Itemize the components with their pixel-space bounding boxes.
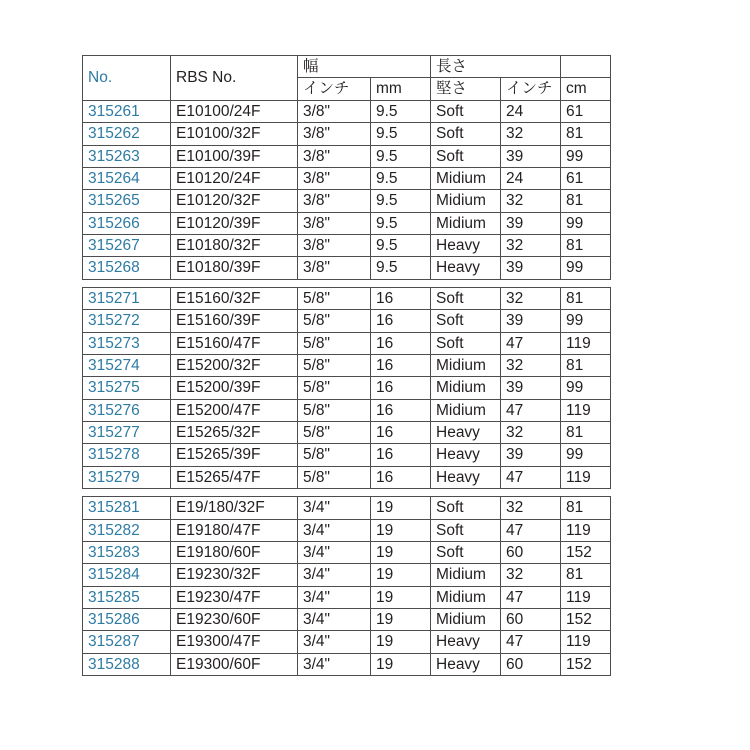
cell-length-cm: 119 bbox=[561, 466, 611, 488]
cell-no bbox=[83, 310, 171, 332]
product-no-link[interactable]: 315267 bbox=[88, 237, 140, 254]
cell-length-cm: 152 bbox=[561, 609, 611, 631]
cell-width-mm: 16 bbox=[371, 332, 431, 354]
cell-hardness: Soft bbox=[431, 332, 501, 354]
cell-hardness: Midium bbox=[431, 167, 501, 189]
cell-no bbox=[83, 444, 171, 466]
spec-table-section-2 bbox=[82, 287, 611, 489]
cell-width-inch: 5/8" bbox=[298, 444, 371, 466]
cell-length-cm: 81 bbox=[561, 422, 611, 444]
table-row bbox=[83, 354, 611, 376]
cell-length-inch: 32 bbox=[501, 497, 561, 519]
cell-hardness: Soft bbox=[431, 541, 501, 563]
product-no-link[interactable]: 315276 bbox=[88, 401, 140, 419]
cell-width-inch: 3/4" bbox=[298, 653, 371, 675]
cell-length-inch: 39 bbox=[501, 444, 561, 466]
product-no-link[interactable]: 315274 bbox=[88, 356, 140, 374]
product-no-link[interactable]: 315273 bbox=[88, 334, 140, 352]
cell-length-inch: 32 bbox=[501, 287, 561, 309]
cell-no bbox=[83, 564, 171, 586]
cell-no bbox=[83, 609, 171, 631]
cell-length-cm: 99 bbox=[561, 257, 611, 279]
cell-no bbox=[83, 235, 171, 257]
cell-width-inch: 3/4" bbox=[298, 541, 371, 563]
cell-length-cm: 81 bbox=[561, 354, 611, 376]
cell-hardness: Soft bbox=[431, 287, 501, 309]
cell-width-inch: 3/8" bbox=[298, 212, 371, 234]
cell-width-inch: 3/8" bbox=[298, 235, 371, 257]
cell-hardness: Heavy bbox=[431, 444, 501, 466]
cell-width-inch: 3/8" bbox=[298, 167, 371, 189]
cell-hardness: Midium bbox=[431, 190, 501, 212]
cell-length-inch: 39 bbox=[501, 212, 561, 234]
cell-width-inch: 3/8" bbox=[298, 123, 371, 145]
cell-width-inch: 3/8" bbox=[298, 190, 371, 212]
table-row bbox=[83, 564, 611, 586]
cell-width-mm: 16 bbox=[371, 466, 431, 488]
table-row bbox=[83, 145, 611, 167]
column-header-no: No. bbox=[83, 56, 171, 101]
cell-hardness: Soft bbox=[431, 310, 501, 332]
cell-no bbox=[83, 497, 171, 519]
cell-rbs-no: E19300/47F bbox=[171, 631, 298, 653]
product-no-link[interactable]: 315284 bbox=[88, 566, 140, 584]
cell-length-inch: 32 bbox=[501, 190, 561, 212]
cell-length-inch: 39 bbox=[501, 257, 561, 279]
cell-width-mm: 19 bbox=[371, 564, 431, 586]
cell-rbs-no: E10120/39F bbox=[171, 212, 298, 234]
cell-rbs-no: E19180/47F bbox=[171, 519, 298, 541]
product-no-link[interactable]: 315286 bbox=[88, 611, 140, 628]
column-header-length-group: 長さ bbox=[431, 56, 561, 78]
cell-width-mm: 19 bbox=[371, 631, 431, 653]
cell-hardness: Soft bbox=[431, 100, 501, 122]
cell-length-inch: 39 bbox=[501, 145, 561, 167]
cell-no bbox=[83, 541, 171, 563]
cell-hardness: Midium bbox=[431, 212, 501, 234]
cell-length-cm: 99 bbox=[561, 377, 611, 399]
cell-rbs-no: E15265/39F bbox=[171, 444, 298, 466]
product-no-link[interactable]: 315268 bbox=[88, 259, 140, 277]
cell-hardness: Heavy bbox=[431, 653, 501, 675]
table-row bbox=[83, 235, 611, 257]
table-row bbox=[83, 586, 611, 608]
cell-length-cm: 99 bbox=[561, 444, 611, 466]
cell-length-cm: 152 bbox=[561, 541, 611, 563]
cell-length-inch: 47 bbox=[501, 586, 561, 608]
spec-table-section-1 bbox=[82, 55, 611, 280]
cell-width-mm: 19 bbox=[371, 541, 431, 563]
cell-length-cm: 99 bbox=[561, 310, 611, 332]
product-no-link[interactable]: 315262 bbox=[88, 125, 140, 143]
cell-width-inch: 5/8" bbox=[298, 399, 371, 421]
cell-width-mm: 19 bbox=[371, 519, 431, 541]
table-row bbox=[83, 377, 611, 399]
cell-length-inch: 39 bbox=[501, 310, 561, 332]
cell-length-inch: 47 bbox=[501, 399, 561, 421]
cell-rbs-no: E19/180/32F bbox=[171, 497, 298, 519]
cell-hardness: Heavy bbox=[431, 422, 501, 444]
product-no-link[interactable]: 315278 bbox=[88, 446, 140, 464]
cell-width-mm: 9.5 bbox=[371, 100, 431, 122]
product-no-link[interactable]: 315283 bbox=[88, 543, 140, 561]
cell-rbs-no: E15160/39F bbox=[171, 310, 298, 332]
cell-width-mm: 9.5 bbox=[371, 190, 431, 212]
cell-length-cm: 81 bbox=[561, 123, 611, 145]
table-row bbox=[83, 444, 611, 466]
cell-no bbox=[83, 190, 171, 212]
table-row bbox=[83, 519, 611, 541]
cell-length-cm: 152 bbox=[561, 653, 611, 675]
table-row bbox=[83, 631, 611, 653]
table-row bbox=[83, 466, 611, 488]
product-no-link[interactable]: 315263 bbox=[88, 147, 140, 165]
cell-hardness: Heavy bbox=[431, 466, 501, 488]
cell-rbs-no: E10180/32F bbox=[171, 235, 298, 257]
cell-length-inch: 39 bbox=[501, 377, 561, 399]
cell-width-mm: 9.5 bbox=[371, 167, 431, 189]
cell-width-mm: 9.5 bbox=[371, 212, 431, 234]
cell-no bbox=[83, 145, 171, 167]
cell-length-inch: 32 bbox=[501, 235, 561, 257]
cell-length-cm: 119 bbox=[561, 399, 611, 421]
cell-width-mm: 9.5 bbox=[371, 123, 431, 145]
table-body-group-1 bbox=[83, 100, 611, 279]
table-row bbox=[83, 653, 611, 675]
cell-length-inch: 32 bbox=[501, 422, 561, 444]
cell-length-inch: 47 bbox=[501, 631, 561, 653]
cell-rbs-no: E19230/60F bbox=[171, 609, 298, 631]
cell-width-inch: 5/8" bbox=[298, 287, 371, 309]
cell-no bbox=[83, 422, 171, 444]
cell-width-inch: 5/8" bbox=[298, 354, 371, 376]
product-no-link[interactable]: 315277 bbox=[88, 424, 140, 441]
cell-width-mm: 16 bbox=[371, 377, 431, 399]
cell-rbs-no: E19180/60F bbox=[171, 541, 298, 563]
cell-width-mm: 9.5 bbox=[371, 257, 431, 279]
product-no-link[interactable]: 315264 bbox=[88, 169, 140, 187]
cell-no bbox=[83, 332, 171, 354]
cell-length-cm: 81 bbox=[561, 190, 611, 212]
product-no-link[interactable]: 315281 bbox=[88, 499, 140, 517]
cell-width-inch: 5/8" bbox=[298, 310, 371, 332]
cell-rbs-no: E10100/32F bbox=[171, 123, 298, 145]
cell-width-mm: 16 bbox=[371, 422, 431, 444]
cell-width-mm: 19 bbox=[371, 497, 431, 519]
cell-length-inch: 47 bbox=[501, 332, 561, 354]
product-spec-table bbox=[82, 55, 611, 676]
table-body-group-3 bbox=[83, 497, 611, 676]
column-header-rbs-no: RBS No. bbox=[171, 56, 298, 101]
table-body-group-2 bbox=[83, 287, 611, 488]
product-no-link[interactable]: 315271 bbox=[88, 289, 140, 307]
cell-no bbox=[83, 287, 171, 309]
cell-hardness: Heavy bbox=[431, 235, 501, 257]
cell-rbs-no: E19230/47F bbox=[171, 586, 298, 608]
cell-rbs-no: E10180/39F bbox=[171, 257, 298, 279]
table-row bbox=[83, 399, 611, 421]
cell-length-inch: 32 bbox=[501, 123, 561, 145]
cell-width-inch: 5/8" bbox=[298, 422, 371, 444]
cell-width-mm: 16 bbox=[371, 354, 431, 376]
cell-length-cm: 99 bbox=[561, 145, 611, 167]
cell-width-inch: 5/8" bbox=[298, 332, 371, 354]
cell-length-cm: 81 bbox=[561, 497, 611, 519]
product-no-link[interactable]: 315282 bbox=[88, 521, 140, 539]
column-header-width-group: 幅 bbox=[298, 56, 431, 78]
cell-rbs-no: E15265/47F bbox=[171, 466, 298, 488]
column-header-hardness: 堅さ bbox=[431, 78, 501, 100]
cell-rbs-no: E15200/47F bbox=[171, 399, 298, 421]
cell-length-cm: 119 bbox=[561, 519, 611, 541]
column-header-width-mm: mm bbox=[371, 78, 431, 100]
header-row-groups bbox=[83, 56, 611, 78]
cell-no bbox=[83, 399, 171, 421]
spec-table-section-3 bbox=[82, 496, 611, 676]
cell-rbs-no: E10100/39F bbox=[171, 145, 298, 167]
table-row bbox=[83, 422, 611, 444]
cell-width-inch: 3/4" bbox=[298, 631, 371, 653]
table-row bbox=[83, 123, 611, 145]
cell-hardness: Soft bbox=[431, 497, 501, 519]
product-no-link[interactable]: 315266 bbox=[88, 214, 140, 232]
cell-length-inch: 47 bbox=[501, 466, 561, 488]
cell-length-cm: 119 bbox=[561, 332, 611, 354]
cell-length-inch: 60 bbox=[501, 653, 561, 675]
cell-width-inch: 3/4" bbox=[298, 497, 371, 519]
cell-hardness: Midium bbox=[431, 564, 501, 586]
table-row bbox=[83, 287, 611, 309]
cell-length-inch: 47 bbox=[501, 519, 561, 541]
table-row bbox=[83, 167, 611, 189]
cell-length-cm: 99 bbox=[561, 212, 611, 234]
product-no-link[interactable]: 315279 bbox=[88, 468, 140, 486]
cell-length-inch: 24 bbox=[501, 100, 561, 122]
table-row bbox=[83, 310, 611, 332]
table-row bbox=[83, 609, 611, 631]
cell-length-cm: 61 bbox=[561, 167, 611, 189]
cell-rbs-no: E15200/32F bbox=[171, 354, 298, 376]
cell-no bbox=[83, 100, 171, 122]
cell-rbs-no: E10120/32F bbox=[171, 190, 298, 212]
cell-width-mm: 16 bbox=[371, 287, 431, 309]
cell-width-inch: 3/4" bbox=[298, 609, 371, 631]
product-no-link[interactable]: 315275 bbox=[88, 379, 140, 397]
product-no-link[interactable]: 315265 bbox=[88, 192, 140, 210]
cell-no bbox=[83, 653, 171, 675]
cell-hardness: Soft bbox=[431, 145, 501, 167]
column-header-empty bbox=[561, 56, 611, 78]
cell-hardness: Midium bbox=[431, 586, 501, 608]
cell-length-inch: 60 bbox=[501, 541, 561, 563]
cell-no bbox=[83, 212, 171, 234]
cell-hardness: Soft bbox=[431, 519, 501, 541]
cell-width-mm: 16 bbox=[371, 399, 431, 421]
cell-width-inch: 3/8" bbox=[298, 145, 371, 167]
cell-hardness: Midium bbox=[431, 399, 501, 421]
cell-length-cm: 81 bbox=[561, 564, 611, 586]
cell-length-cm: 119 bbox=[561, 586, 611, 608]
cell-length-inch: 32 bbox=[501, 564, 561, 586]
product-no-link[interactable]: 315261 bbox=[88, 102, 140, 120]
cell-width-inch: 3/4" bbox=[298, 564, 371, 586]
cell-rbs-no: E15265/32F bbox=[171, 422, 298, 444]
cell-width-inch: 3/4" bbox=[298, 519, 371, 541]
cell-width-mm: 19 bbox=[371, 653, 431, 675]
cell-length-cm: 81 bbox=[561, 287, 611, 309]
cell-length-cm: 119 bbox=[561, 631, 611, 653]
cell-no bbox=[83, 123, 171, 145]
cell-no bbox=[83, 354, 171, 376]
cell-rbs-no: E15200/39F bbox=[171, 377, 298, 399]
cell-length-inch: 60 bbox=[501, 609, 561, 631]
cell-no bbox=[83, 167, 171, 189]
cell-no bbox=[83, 631, 171, 653]
cell-hardness: Midium bbox=[431, 609, 501, 631]
cell-rbs-no: E10120/24F bbox=[171, 167, 298, 189]
cell-width-inch: 3/8" bbox=[298, 100, 371, 122]
cell-hardness: Heavy bbox=[431, 631, 501, 653]
cell-hardness: Heavy bbox=[431, 257, 501, 279]
cell-width-mm: 9.5 bbox=[371, 145, 431, 167]
cell-no bbox=[83, 257, 171, 279]
table-row bbox=[83, 332, 611, 354]
cell-width-mm: 16 bbox=[371, 310, 431, 332]
product-no-link[interactable]: 315272 bbox=[88, 312, 140, 330]
cell-rbs-no: E19230/32F bbox=[171, 564, 298, 586]
cell-hardness: Midium bbox=[431, 377, 501, 399]
table-row bbox=[83, 497, 611, 519]
table-row bbox=[83, 212, 611, 234]
table-row bbox=[83, 100, 611, 122]
cell-no bbox=[83, 586, 171, 608]
cell-width-mm: 19 bbox=[371, 609, 431, 631]
cell-length-cm: 81 bbox=[561, 235, 611, 257]
cell-hardness: Soft bbox=[431, 123, 501, 145]
cell-width-inch: 3/8" bbox=[298, 257, 371, 279]
table-header bbox=[83, 56, 611, 101]
product-no-link[interactable]: 315287 bbox=[88, 633, 140, 651]
cell-length-cm: 61 bbox=[561, 100, 611, 122]
cell-length-inch: 32 bbox=[501, 354, 561, 376]
cell-width-inch: 5/8" bbox=[298, 466, 371, 488]
cell-length-inch: 24 bbox=[501, 167, 561, 189]
cell-rbs-no: E15160/47F bbox=[171, 332, 298, 354]
product-no-link[interactable]: 315288 bbox=[88, 655, 140, 673]
column-header-length-cm: cm bbox=[561, 78, 611, 100]
table-row bbox=[83, 190, 611, 212]
cell-rbs-no: E19300/60F bbox=[171, 653, 298, 675]
cell-no bbox=[83, 377, 171, 399]
cell-rbs-no: E10100/24F bbox=[171, 100, 298, 122]
table-row bbox=[83, 541, 611, 563]
table-row bbox=[83, 257, 611, 279]
cell-no bbox=[83, 466, 171, 488]
cell-no bbox=[83, 519, 171, 541]
cell-width-mm: 19 bbox=[371, 586, 431, 608]
cell-hardness: Midium bbox=[431, 354, 501, 376]
cell-width-inch: 5/8" bbox=[298, 377, 371, 399]
cell-width-inch: 3/4" bbox=[298, 586, 371, 608]
column-header-width-inch: インチ bbox=[298, 78, 371, 100]
product-no-link[interactable]: 315285 bbox=[88, 588, 140, 606]
cell-rbs-no: E15160/32F bbox=[171, 287, 298, 309]
column-header-length-inch: インチ bbox=[501, 78, 561, 100]
cell-width-mm: 16 bbox=[371, 444, 431, 466]
cell-width-mm: 9.5 bbox=[371, 235, 431, 257]
